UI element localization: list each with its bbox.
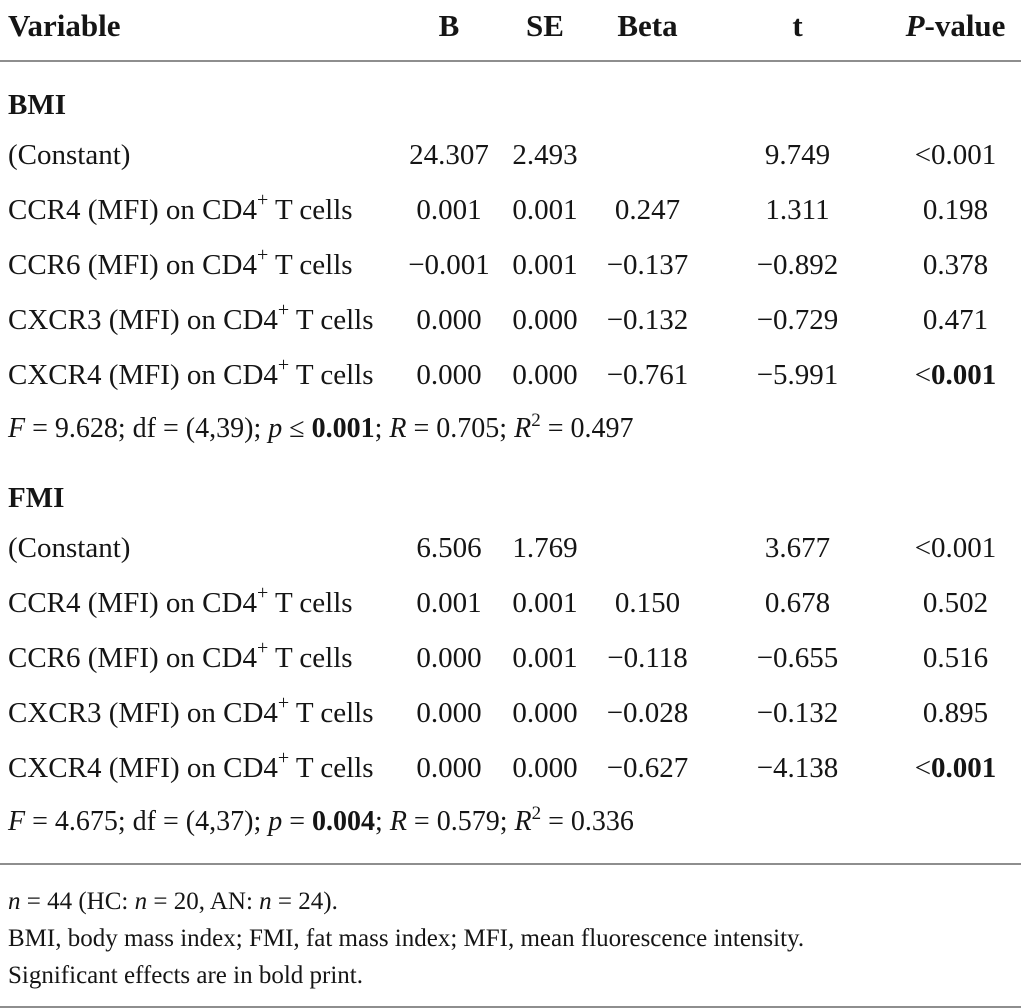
section-title: BMI [8, 89, 66, 121]
superscript-plus: + [277, 299, 290, 322]
footnote-text: = 20, AN: [147, 888, 260, 915]
cell-b: 0.000 [416, 304, 482, 336]
cell-se: 0.001 [512, 587, 578, 619]
cell-t: 1.311 [765, 194, 830, 226]
r-squared-symbol: R [514, 806, 532, 837]
cell-b: 6.506 [416, 532, 482, 564]
superscript-plus: + [256, 189, 269, 212]
p-symbol: p [268, 806, 283, 837]
cell-t: −5.991 [756, 359, 839, 391]
row-label [0, 741, 398, 796]
cell-b: 0.001 [416, 194, 482, 226]
fit-statistics-fmi [0, 796, 1021, 864]
cell-p [890, 183, 1021, 238]
superscript-plus: + [256, 637, 269, 660]
header-se: SE [500, 0, 590, 61]
f-symbol: F [8, 806, 26, 837]
cell-se: 0.001 [512, 249, 578, 281]
row-label-suffix: T cells [268, 587, 353, 619]
superscript-plus: + [277, 692, 290, 715]
p-value-text: < [914, 359, 932, 391]
table-row [0, 348, 1021, 403]
cell-p [890, 576, 1021, 631]
header-p-italic: P [905, 8, 925, 43]
row-label [0, 521, 398, 576]
superscript-two: 2 [531, 802, 542, 824]
cell-p [890, 238, 1021, 293]
section-header-bmi [0, 61, 1021, 128]
cell-b: 0.000 [416, 642, 482, 674]
row-label-text: (Constant) [8, 532, 131, 564]
superscript-plus: + [277, 747, 290, 770]
row-label [0, 238, 398, 293]
cell-b: 0.001 [416, 587, 482, 619]
cell-t: −4.138 [756, 752, 839, 784]
p-value-text: <0.001 [914, 139, 997, 171]
fit-text: = 0.579; [406, 806, 515, 837]
row-label [0, 183, 398, 238]
fit-text: = 0.336 [541, 806, 634, 837]
header-t: t [705, 0, 890, 61]
fit-text: = 9.628; df = (4,39); [25, 413, 269, 444]
cell-beta: −0.132 [606, 304, 689, 336]
p-value-text: 0.471 [922, 304, 989, 336]
cell-se: 0.000 [512, 359, 578, 391]
cell-t: 9.749 [764, 139, 831, 171]
fit-text: = 0.497 [540, 413, 634, 444]
table-header [0, 0, 1021, 61]
fit-p-bold: 0.001 [311, 413, 375, 444]
fit-line [0, 796, 1021, 864]
row-label [0, 348, 398, 403]
cell-b: 24.307 [409, 139, 489, 171]
p-value-text: 0.895 [922, 697, 989, 729]
cell-beta: −0.028 [606, 697, 689, 729]
cell-b: 0.000 [416, 359, 482, 391]
superscript-plus: + [256, 582, 269, 605]
section-header-fmi [0, 455, 1021, 521]
cell-se: 0.000 [512, 752, 578, 784]
row-label-suffix: T cells [289, 359, 374, 391]
cell-beta: −0.118 [607, 642, 688, 674]
row-label-suffix: T cells [268, 249, 353, 281]
p-value-text: 0.502 [922, 587, 989, 619]
p-value-bold: 0.001 [931, 752, 997, 784]
superscript-two: 2 [531, 409, 541, 431]
cell-b: 0.000 [416, 697, 482, 729]
fit-separator: ; [375, 806, 390, 837]
n-symbol: n [259, 888, 272, 915]
cell-p [890, 521, 1021, 576]
row-label [0, 293, 398, 348]
fit-text: = 4.675; df = (4,37); [25, 806, 269, 837]
table-row [0, 293, 1021, 348]
row-label-suffix: T cells [289, 304, 374, 336]
table-row [0, 686, 1021, 741]
cell-beta: −0.137 [606, 249, 689, 281]
cell-p [890, 631, 1021, 686]
cell-t: −0.892 [756, 249, 839, 281]
table-row [0, 128, 1021, 183]
r-symbol: R [389, 413, 407, 444]
row-label [0, 631, 398, 686]
header-row [0, 0, 1021, 61]
row-label-text: CCR6 (MFI) on CD4 [8, 249, 257, 281]
cell-p [890, 686, 1021, 741]
cell-p [890, 128, 1021, 183]
fit-operator: ≤ [282, 413, 312, 444]
cell-p [890, 741, 1021, 796]
cell-se: 2.493 [512, 139, 578, 171]
row-label-text: CXCR3 (MFI) on CD4 [8, 697, 278, 729]
p-symbol: p [268, 413, 283, 444]
fit-line [0, 403, 1021, 455]
cell-b: −0.001 [408, 249, 490, 281]
table-row [0, 183, 1021, 238]
cell-p [890, 348, 1021, 403]
p-value-bold: 0.001 [931, 359, 997, 391]
row-label-text: CCR4 (MFI) on CD4 [8, 194, 257, 226]
row-label-text: CXCR3 (MFI) on CD4 [8, 304, 278, 336]
cell-t: 3.677 [764, 532, 831, 564]
row-label-suffix: T cells [289, 697, 374, 729]
table-row [0, 238, 1021, 293]
p-value-text: 0.378 [922, 249, 989, 281]
row-label [0, 686, 398, 741]
fit-separator: ; [374, 413, 390, 444]
row-label-suffix: T cells [268, 194, 353, 226]
cell-beta: 0.247 [614, 194, 681, 226]
row-label-text: CCR6 (MFI) on CD4 [8, 642, 257, 674]
p-value-text: 0.516 [922, 642, 989, 674]
row-label-suffix: T cells [268, 642, 353, 674]
cell-beta: −0.761 [606, 359, 689, 391]
cell-t: −0.655 [756, 642, 839, 674]
p-value-text: <0.001 [914, 532, 997, 564]
cell-beta: 0.150 [614, 587, 681, 619]
row-label-text: CXCR4 (MFI) on CD4 [8, 752, 278, 784]
fit-operator: = [282, 806, 313, 837]
row-label-suffix: T cells [289, 752, 374, 784]
table-footnotes [0, 865, 1021, 1008]
cell-t: 0.678 [764, 587, 831, 619]
table-row [0, 576, 1021, 631]
r-squared-symbol: R [514, 413, 532, 444]
cell-t: −0.132 [756, 697, 839, 729]
header-p-rest: -value [924, 8, 1006, 43]
footnote-significance: Significant effects are in bold print. [8, 962, 363, 989]
fit-text: = 0.705; [406, 413, 515, 444]
row-label [0, 576, 398, 631]
header-beta: Beta [590, 0, 705, 61]
cell-p [890, 293, 1021, 348]
cell-se: 0.001 [512, 194, 578, 226]
row-label-text: (Constant) [8, 139, 131, 171]
superscript-plus: + [256, 244, 269, 267]
cell-beta: −0.627 [606, 752, 689, 784]
cell-se: 0.001 [512, 642, 578, 674]
cell-se: 0.000 [512, 304, 578, 336]
n-symbol: n [134, 888, 148, 915]
footnote-sample-size [8, 883, 1021, 920]
header-p-value [890, 0, 1021, 61]
superscript-plus: + [277, 354, 290, 377]
f-symbol: F [8, 413, 26, 444]
table-row [0, 521, 1021, 576]
cell-b: 0.000 [416, 752, 482, 784]
row-label-text: CCR4 (MFI) on CD4 [8, 587, 257, 619]
table-row [0, 631, 1021, 686]
footnote-text: = 44 (HC: [20, 888, 135, 915]
table-row [0, 741, 1021, 796]
cell-beta [590, 521, 705, 576]
footnote-text: = 24). [271, 888, 338, 915]
cell-se: 1.769 [512, 532, 578, 564]
row-label-text: CXCR4 (MFI) on CD4 [8, 359, 278, 391]
row-label [0, 128, 398, 183]
p-value-text: 0.198 [922, 194, 989, 226]
n-symbol: n [8, 888, 21, 915]
header-variable: Variable [0, 0, 398, 61]
fit-p-bold: 0.004 [312, 806, 376, 837]
footnote-abbreviations: BMI, body mass index; FMI, fat mass index; MFI, mean fluorescence intensity. [8, 925, 805, 952]
header-b: B [398, 0, 500, 61]
cell-se: 0.000 [512, 697, 578, 729]
section-title: FMI [8, 482, 65, 514]
cell-beta [590, 128, 705, 183]
r-symbol: R [389, 806, 407, 837]
cell-t: −0.729 [756, 304, 839, 336]
fit-statistics-bmi [0, 403, 1021, 455]
p-value-text: < [914, 752, 932, 784]
